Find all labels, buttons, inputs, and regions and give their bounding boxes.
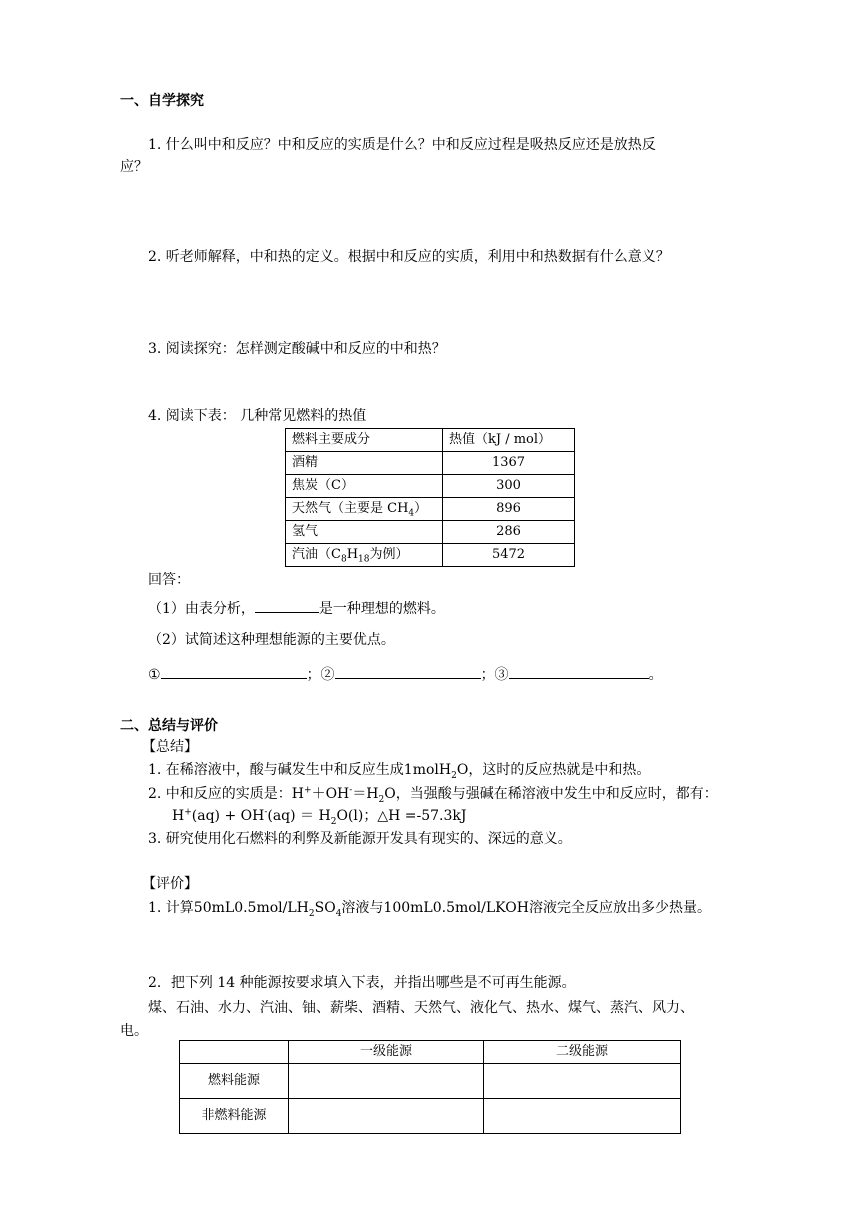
table-cell: 氢气 bbox=[286, 521, 443, 544]
table-cell: 酒精 bbox=[286, 452, 443, 475]
table-cell: 燃料能源 bbox=[180, 1064, 289, 1099]
section-heading-2: 二、总结与评价 bbox=[120, 718, 218, 734]
evaluation-item-1: 1. 计算$50mL0.5mol/LH_2SO_4$溶液与100mL0.5mol/LKOH溶液完全反应放出多少热量。 bbox=[148, 900, 711, 919]
energy-table bbox=[179, 1040, 681, 1134]
table-cell: 286 bbox=[443, 521, 575, 544]
table-cell[interactable] bbox=[484, 1064, 681, 1099]
fuel-table bbox=[285, 428, 575, 567]
table-cell[interactable] bbox=[484, 1099, 681, 1134]
table-row bbox=[286, 452, 575, 475]
question-2: 2. 听老师解释，中和热的定义。根据中和反应的实质，利用中和热数据有什么意义？ bbox=[148, 249, 670, 265]
table-cell: 非燃料能源 bbox=[180, 1099, 289, 1134]
summary-item-1: 1. 在稀溶液中，酸与碱发生中和反应生成1molH$_2$O，这时的反应热就是中和热。 bbox=[148, 762, 651, 781]
summary-label: 【总结】 bbox=[142, 739, 198, 755]
table-header-cell: 一级能源 bbox=[289, 1041, 484, 1064]
table-row bbox=[286, 429, 575, 452]
table-header-cell: 燃料主要成分 bbox=[286, 429, 443, 452]
summary-item-2: 2. 中和反应的实质是：$H^++OH^-=H_2O$，当强酸与强碱在稀溶液中发生中和反应时，都有： bbox=[148, 785, 718, 805]
table-row bbox=[180, 1099, 681, 1134]
table-cell: 300 bbox=[443, 475, 575, 498]
question-4: 4. 阅读下表： 几种常见燃料的热值 bbox=[148, 408, 367, 424]
table-cell: 5472 bbox=[443, 544, 575, 567]
table-header-cell bbox=[180, 1041, 289, 1064]
equation: $H^+(aq) + OH^-(aq) = H_2O(l)$；△H =-57.3kJ bbox=[172, 807, 467, 827]
table-row bbox=[180, 1041, 681, 1064]
answer-blank[interactable] bbox=[255, 598, 319, 613]
summary-item-3: 3. 研究使用化石燃料的利弊及新能源开发具有现实的、深远的意义。 bbox=[148, 831, 572, 847]
table-header-cell: 热值（kJ / mol） bbox=[443, 429, 575, 452]
question-1-line-1: 1. 什么叫中和反应？中和反应的实质是什么？中和反应过程是吸热反应还是放热反 bbox=[148, 137, 656, 153]
table-row bbox=[286, 475, 575, 498]
answer-blank[interactable] bbox=[509, 664, 649, 679]
answer-3: ① ；② ；③ 。 bbox=[148, 664, 663, 685]
energy-list-line-1: 煤、石油、水力、汽油、铀、薪柴、酒精、天然气、液化气、热水、煤气、蒸汽、风力、 bbox=[148, 1000, 694, 1016]
answer-blank[interactable] bbox=[335, 664, 481, 679]
table-cell: 焦炭（C） bbox=[286, 475, 443, 498]
answer-blank[interactable] bbox=[161, 664, 307, 679]
table-cell: 天然气（主要是 $CH_4$） bbox=[286, 498, 443, 521]
table-row bbox=[286, 521, 575, 544]
table-cell: 1367 bbox=[443, 452, 575, 475]
section-heading-1: 一、自学探究 bbox=[120, 93, 204, 109]
evaluation-label: 【评价】 bbox=[142, 876, 198, 892]
answer-label: 回答： bbox=[148, 572, 190, 588]
energy-list-line-2: 电。 bbox=[120, 1023, 148, 1039]
table-cell[interactable] bbox=[289, 1064, 484, 1099]
answer-1: （1）由表分析， 是一种理想的燃料。 bbox=[148, 598, 445, 619]
table-row bbox=[286, 498, 575, 521]
table-cell: 896 bbox=[443, 498, 575, 521]
question-3: 3. 阅读探究：怎样测定酸碱中和反应的中和热？ bbox=[148, 341, 446, 357]
answer-2: （2）试简述这种理想能源的主要优点。 bbox=[148, 632, 395, 648]
table-cell: 汽油（$C_8H_{18}$为例） bbox=[286, 544, 443, 567]
table-row bbox=[180, 1064, 681, 1099]
evaluation-item-2: 2．把下列 14 种能源按要求填入下表，并指出哪些是不可再生能源。 bbox=[148, 975, 576, 991]
table-header-cell: 二级能源 bbox=[484, 1041, 681, 1064]
table-cell[interactable] bbox=[289, 1099, 484, 1134]
table-row bbox=[286, 544, 575, 567]
question-1-line-2: 应？ bbox=[120, 159, 148, 175]
